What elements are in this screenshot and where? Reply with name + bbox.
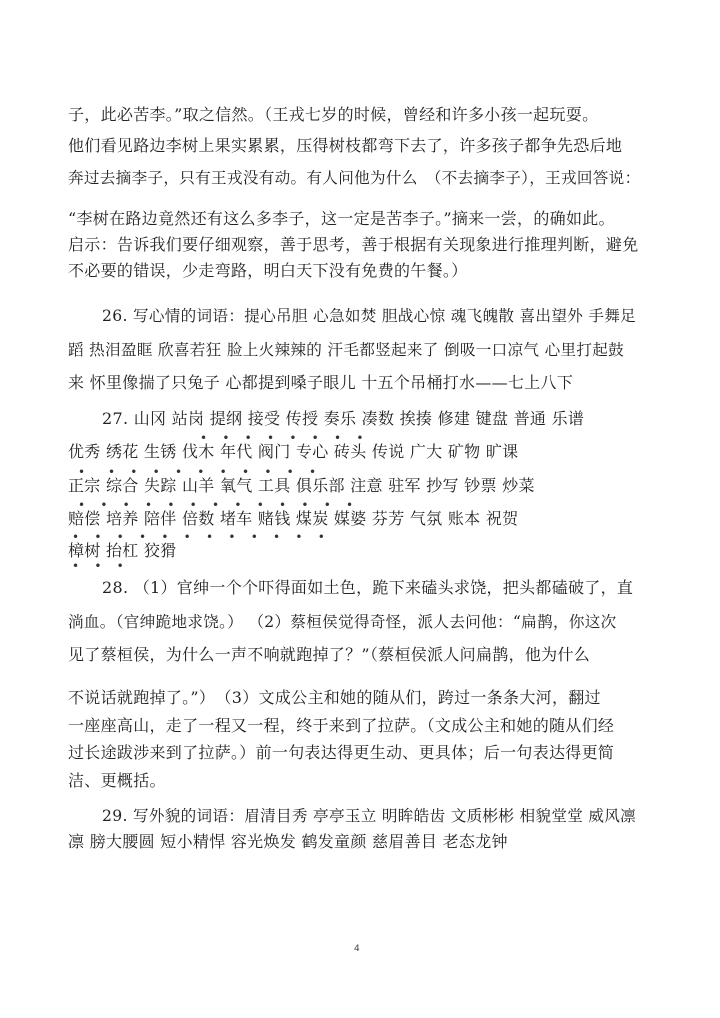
text-line: 启示：告诉我们要仔细观察，善于思考，善于根据有关现象进行推理判断，避免 — [68, 235, 639, 254]
text-line: 26. 写心情的词语：提心吊胆 心急如焚 胆战心惊 魂飞魄散 喜出望外 手舞足 — [102, 307, 637, 325]
text-line: 赔偿 培养 陪伴 倍数 堵车 赌钱 煤炭 媒婆 芬芳 气氛 账本 祝贺 — [68, 509, 519, 528]
emphasis-dots: • • • — [72, 559, 124, 573]
text-line: 凛 膀大腰圆 短小精悍 容光焕发 鹤发童颜 慈眉善目 老态龙钟 — [68, 832, 508, 851]
text-line: 淌血。（官绅跪地求饶。） （2）蔡桓侯觉得奇怪，派人去问他：“扁鹊，你这次 — [68, 613, 617, 631]
text-line: 樟树 抬杠 狡猾 — [68, 541, 177, 560]
text-line: 28. （1）官绅一个个吓得面如土色，跪下来磕头求饶，把头都磕破了，直 — [102, 578, 634, 597]
text-line: 不必要的错误，少走弯路，明白天下没有免费的午餐。） — [68, 261, 468, 280]
text-line: 他们看见路边李树上果实累累，压得树枝都弯下去了，许多孩子都争先恐后地 — [68, 136, 623, 155]
text-line: 一座座高山，走了一程又一程，终于来到了拉萨。（文成公主和她的随从们经 — [68, 716, 615, 735]
text-line: 不说话就跑掉了。”） （3）文成公主和她的随从们，跨过一条条大河，翻过 — [68, 688, 601, 707]
text-line: 洁、更概括。 — [68, 771, 166, 790]
text-line: 过长途跋涉来到了拉萨。）前一句表达得更生动、更具体；后一句表达得更简 — [68, 743, 615, 762]
text-line: 29. 写外貌的词语：眉清目秀 亭亭玉立 明眸皓齿 文质彬彬 相貌堂堂 威风凛 — [102, 807, 637, 825]
emphasis-dots: • • • • • • • • • • • — [78, 465, 317, 479]
text-line: 子，此必苦李。”取之信然。（王戎七岁的时候，曾经和许多小孩一起玩耍。 — [68, 105, 599, 124]
text-line: 蹈 热泪盈眶 欣喜若狂 脸上火辣辣的 汗毛都竖起来了 倒吸一口凉气 心里打起鼓 — [68, 341, 625, 359]
text-line: 正宗 综合 失踪 山羊 氧气 工具 俱乐部 注意 驻军 抄写 钞票 炒菜 — [68, 476, 535, 495]
emphasis-dots: • • • • • • • • — [200, 431, 364, 445]
emphasis-dots: • • • • • • • • • • • • • — [78, 498, 354, 512]
page-number: 4 — [354, 944, 360, 954]
emphasis-dots: • • • • • • • • • • • • — [72, 530, 325, 544]
text-line: 优秀 绣花 生锈 伐木 年代 阀门 专心 砖头 传说 广大 矿物 旷课 — [68, 442, 519, 461]
text-line: 奔过去摘李子，只有王戎没有动。有人问他为什么 （不去摘李子），王戎回答说： — [68, 169, 641, 187]
text-line: 见了蔡桓侯，为什么一声不响就跑掉了？”（蔡桓侯派人问扁鹊，他为什么 — [68, 645, 591, 664]
text-line: 来 怀里像揣了只兔子 心都提到嗓子眼儿 十五个吊桶打水——七上八下 — [68, 373, 574, 392]
text-line: 27. 山冈 站岗 提纲 接受 传授 奏乐 凑数 挨揍 修建 键盘 普通 乐谱 — [102, 409, 585, 428]
text-line: “李树在路边竟然还有这么多李子，这一定是苦李子。”摘来一尝，的确如此。 — [68, 209, 615, 228]
